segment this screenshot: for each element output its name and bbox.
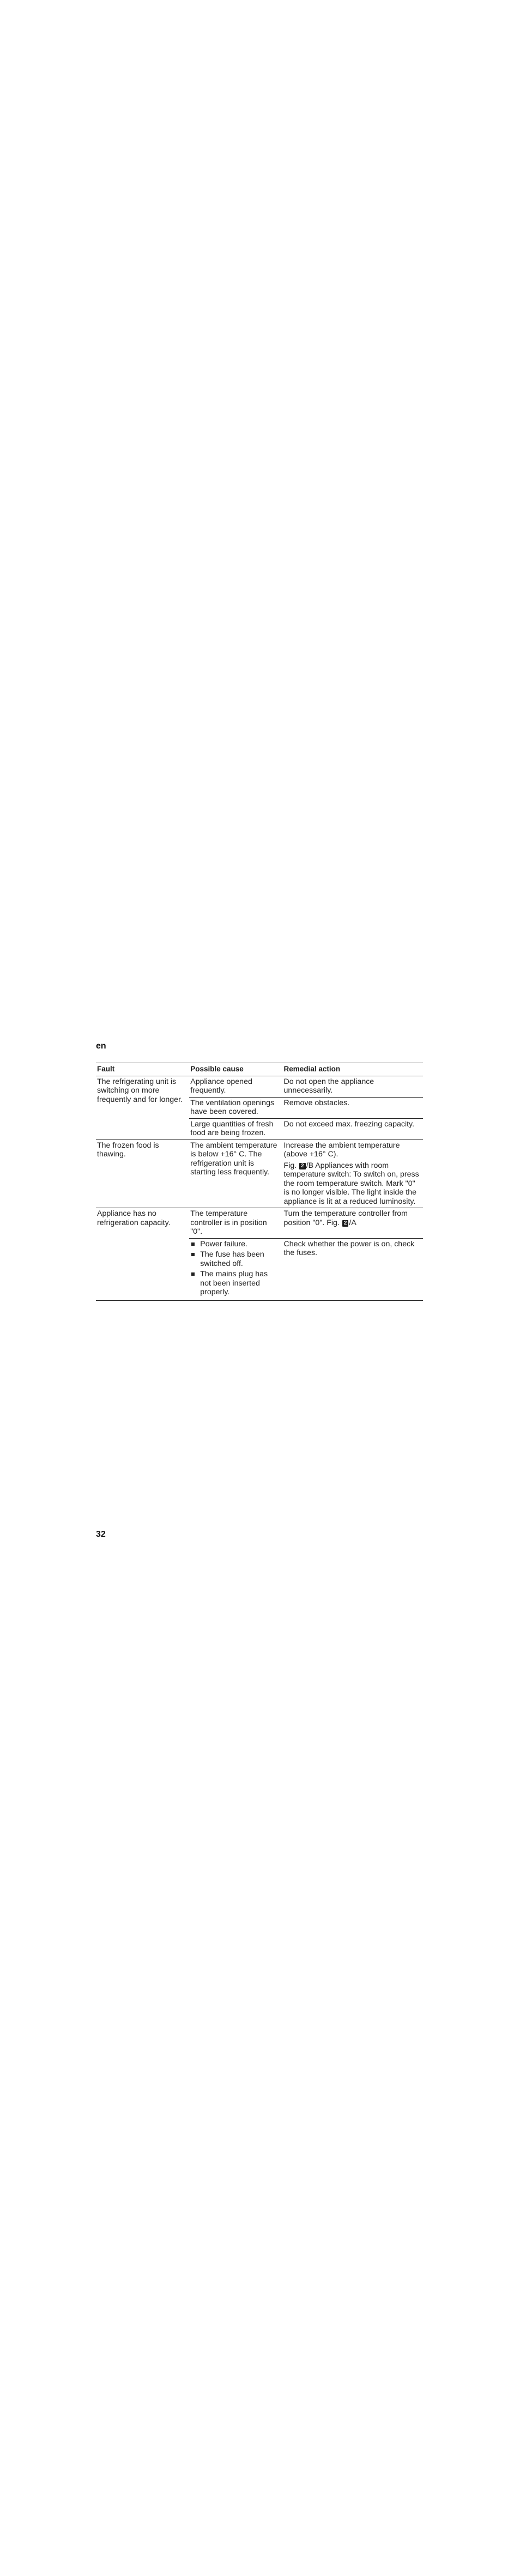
action-paragraph: Increase the ambient temperature (above +16° C). [283,1141,400,1159]
action-paragraph [284,1161,421,1207]
figure-badge: 2 [342,1220,349,1227]
cause-cell: The temperature controller is in position "0". [189,1208,282,1239]
table-row [96,1139,423,1208]
cause-bullet-list [190,1240,280,1297]
action-text: /B Appliances with room temperature switch: To switch on, press the room temperature switch. Mark "0" is no longer visible. The light inside the appliance is lit at a reduced luminosity. [283,1161,419,1206]
language-code: en [96,1041,106,1051]
cause-cell [189,1238,282,1300]
list-item: The mains plug has not been inserted properly. [190,1270,280,1297]
action-cell: Remove obstacles. [283,1097,423,1118]
fault-cell: The frozen food is thawing. [96,1139,189,1208]
header-remedial-action: Remedial action [283,1063,423,1076]
cause-cell: The ambient temperature is below +16° C. The refrigeration unit is starting less frequently. [189,1139,282,1208]
action-text: Turn the temperature controller from position "0". Fig. [283,1209,408,1227]
fault-cell: Appliance has no refrigeration capacity. [96,1208,189,1301]
fig-prefix: Fig. [283,1161,297,1170]
cause-cell: The ventilation openings have been covered. [189,1097,282,1118]
header-fault: Fault [96,1063,189,1076]
action-cell [283,1208,423,1239]
header-possible-cause: Possible cause [189,1063,282,1076]
page-number: 32 [96,1530,106,1539]
square-bullet-icon [191,1242,195,1246]
action-suffix: /A [349,1218,356,1227]
cause-cell: Appliance opened frequently. [189,1076,282,1097]
square-bullet-icon [191,1272,195,1276]
table-row [96,1208,423,1239]
action-cell: Do not exceed max. freezing capacity. [283,1118,423,1139]
list-item: The fuse has been switched off. [190,1250,280,1268]
list-item: Power failure. [190,1240,280,1249]
troubleshooting-table [96,1063,423,1301]
fault-cell: The refrigerating unit is switching on more frequently and for longer. [96,1076,189,1139]
table-header-row [96,1063,423,1076]
action-cell [283,1139,423,1208]
square-bullet-icon [191,1253,195,1256]
figure-badge: 2 [299,1163,306,1169]
table-row [96,1076,423,1097]
action-cell: Do not open the appliance unnecessarily. [283,1076,423,1097]
cause-cell: Large quantities of fresh food are being frozen. [189,1118,282,1139]
action-cell: Check whether the power is on, check the fuses. [283,1238,423,1300]
